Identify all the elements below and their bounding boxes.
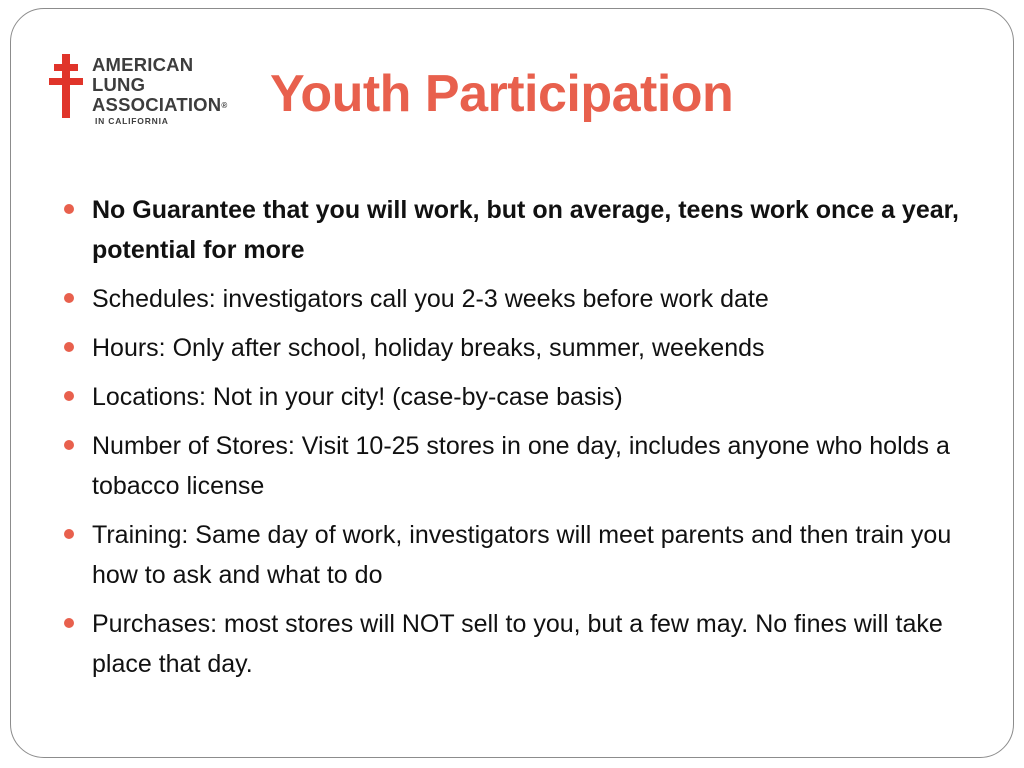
bullet-text: Schedules: investigators call you 2-3 weeks before work date <box>92 285 769 313</box>
bullet-item <box>62 190 962 270</box>
bullet-dot-icon <box>64 618 74 628</box>
bullet-dot-icon <box>64 293 74 303</box>
bullet-text: Purchases: most stores will NOT sell to you, but a few may. No fines will take place that day. <box>92 610 943 678</box>
bullet-dot-icon <box>64 440 74 450</box>
bullet-item <box>62 328 962 368</box>
bullet-item <box>62 515 962 595</box>
bullet-item <box>62 279 962 319</box>
bullet-dot-icon <box>64 391 74 401</box>
bullet-item <box>62 377 962 417</box>
logo-wordmark <box>92 56 227 125</box>
bullet-list <box>62 190 962 693</box>
bullet-text: Training: Same day of work, investigators will meet parents and then train you how to ask and what to do <box>92 521 952 589</box>
bullet-text: Locations: Not in your city! (case-by-case basis) <box>92 383 623 411</box>
logo-line-lung: LUNG <box>92 74 146 95</box>
lorraine-cross-icon <box>48 52 84 120</box>
logo-line-association <box>92 96 227 115</box>
bullet-item <box>62 426 962 506</box>
logo-association-text: ASSOCIATION <box>92 94 222 115</box>
bullet-dot-icon <box>64 342 74 352</box>
logo-subline: IN CALIFORNIA <box>95 115 169 126</box>
bullet-dot-icon <box>64 204 74 214</box>
logo-line-american: AMERICAN <box>92 54 194 75</box>
american-lung-association-logo <box>48 52 248 132</box>
bullet-item <box>62 604 962 684</box>
bullet-dot-icon <box>64 529 74 539</box>
bullet-text: Hours: Only after school, holiday breaks, summer, weekends <box>92 334 765 362</box>
bullet-text: Number of Stores: Visit 10-25 stores in one day, includes anyone who holds a tobacco license <box>92 432 950 500</box>
bullet-text: No Guarantee that you will work, but on average, teens work once a year, potential for more <box>92 196 959 264</box>
slide-title: Youth Participation <box>270 65 734 123</box>
registered-mark: ® <box>221 101 228 111</box>
